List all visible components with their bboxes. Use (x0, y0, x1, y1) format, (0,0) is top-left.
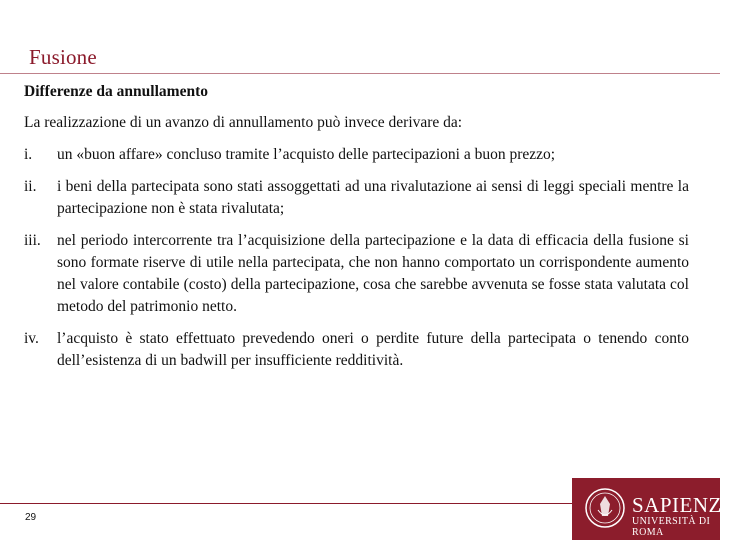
title-divider (0, 73, 720, 74)
list-item (24, 144, 689, 166)
sapienza-logo (572, 478, 738, 540)
logo-name: SAPIENZA (632, 493, 738, 517)
logo-subtitle: UNIVERSITÀ DI ROMA (632, 516, 711, 538)
reasons-list (24, 144, 689, 382)
university-seal-icon (584, 486, 626, 530)
item-text: nel periodo intercorrente tra l’acquisizione della partecipazione e la data di efficacia della fusione si sono formate riserve di utile nella partecipata, che non hanno comportato un corrispondente aumento nel valore contabile (costo) della partecipazione, cosa che sarebbe avvenuta se fosse stata valutata col metodo del patrimonio netto. (57, 232, 689, 315)
intro-text: La realizzazione di un avanzo di annullamento può invece derivare da: (24, 114, 463, 131)
list-item (24, 328, 689, 372)
item-number: ii. (24, 178, 37, 195)
list-item (24, 176, 689, 220)
list-item (24, 230, 689, 318)
item-text: un «buon affare» concluso tramite l’acquisto delle partecipazioni a buon prezzo; (57, 146, 556, 163)
slide-title: Fusione (29, 45, 97, 69)
item-number: iii. (24, 232, 41, 249)
item-text: i beni della partecipata sono stati assoggettati ad una rivalutazione ai sensi di leggi speciali mentre la partecipazione non è stata rivalutata; (57, 178, 689, 217)
item-text: l’acquisto è stato effettuato prevedendo oneri o perdite future della partecipata o tenendo conto dell’esistenza di un badwill per insufficiente redditività. (57, 330, 689, 369)
item-number: iv. (24, 330, 39, 347)
page-number: 29 (25, 512, 37, 523)
item-number: i. (24, 146, 33, 163)
slide-subtitle: Differenze da annullamento (24, 83, 208, 100)
